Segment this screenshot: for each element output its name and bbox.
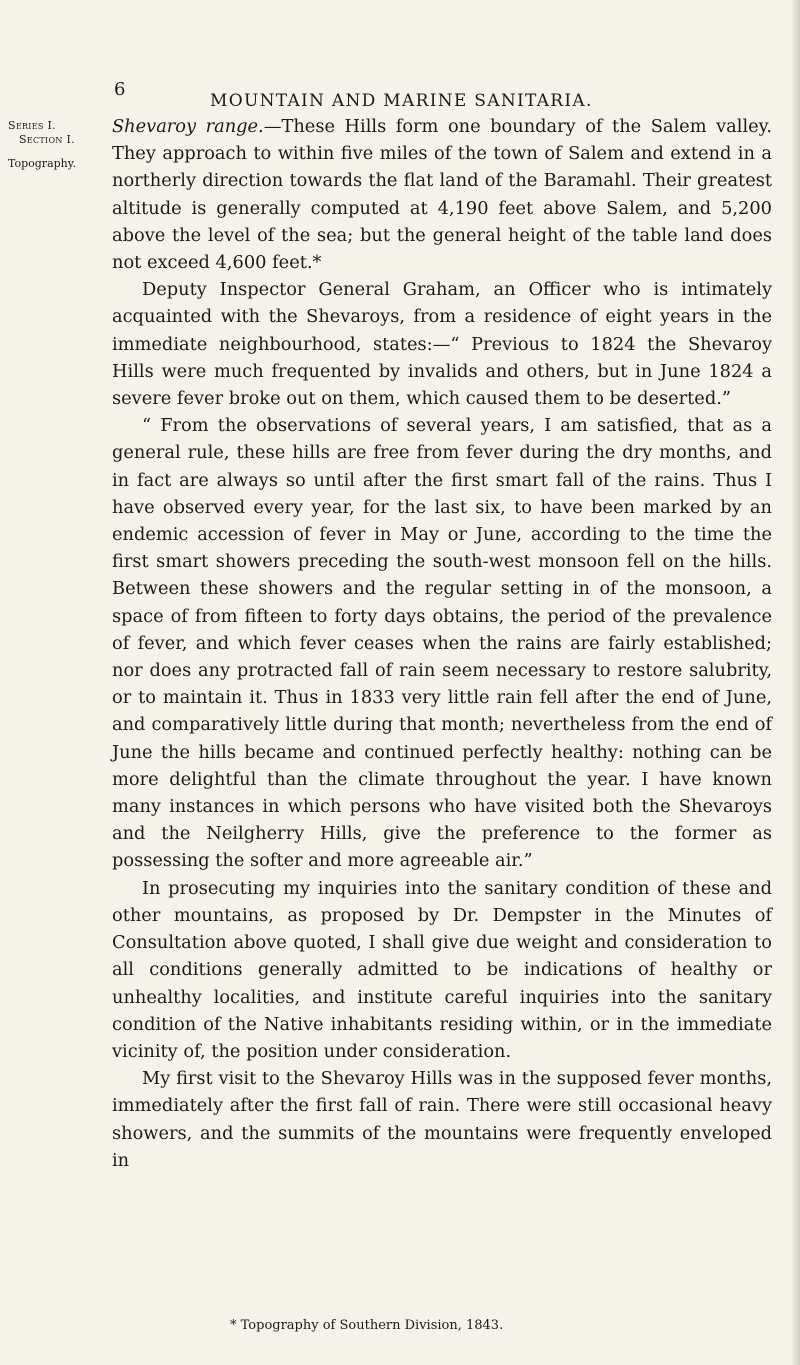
paragraph-lead-heading: Shevaroy range. xyxy=(112,116,264,137)
paragraph-shevaroy-range xyxy=(112,113,772,276)
margin-notes xyxy=(8,119,102,171)
body-text xyxy=(112,113,772,1174)
paragraph-inquiries: In prosecuting my inquiries into the sanitary condition of these and other mountains, as proposed by Dr. Dempster in the Minutes of Consultation above quoted, I shall give due weight and consideration to all conditions generally admitted to be indications of healthy or unhealthy localities, and institute careful inquiries into the sanitary condition of the Native inhabitants residing within, or in the immediate vicinity of, the position under consideration. xyxy=(112,877,772,1062)
footnote: * Topography of Southern Division, 1843. xyxy=(230,1318,504,1333)
paragraph-graham: Deputy Inspector General Graham, an Officer who is intimately acquainted with the Shevaroys, from a residence of eight years in the immediate neighbourhood, states:—“ Previous to 1824 the Shevaroy Hills were much frequented by invalids and others, but in June 1824 a severe fever broke out on them, which caused them to be deserted.” xyxy=(112,279,772,410)
running-head: MOUNTAIN AND MARINE SANITARIA. xyxy=(210,91,593,111)
page-edge-shadow xyxy=(792,0,800,1365)
paragraph-first-visit: My first visit to the Shevaroy Hills was in the supposed fever months, immediately after the first fall of rain. There were still occasional heavy showers, and the summits of the mountains were frequently enveloped in xyxy=(112,1068,772,1171)
margin-section: Section I. xyxy=(19,133,75,146)
paragraph-text: —These Hills form one boundary of the Salem valley. They approach to within five miles of the town of Salem and extend in a northerly direction towards the flat land of the Baramahl. Their greatest altitude is generally computed at 4,190 feet above Salem, and 5,200 above the level of the sea; but the general height of the table land does not exceed 4,600 feet.* xyxy=(112,116,772,274)
margin-series: Series I. xyxy=(8,119,56,132)
margin-topic: Topography. xyxy=(8,157,77,170)
page-number: 6 xyxy=(114,79,126,100)
paragraph-observations: “ From the observations of several years, I am satisfied, that as a general rule, these hills are free from fever during the dry months, and in fact are always so until after the first smart fall of the rains. Thus I have observed every year, for the last six, to have been marked by an endemic accession of fever in May or June, according to the time the first smart showers preceding the south-west monsoon fell on the hills. Between these showers and the regular setting in of the monsoon, a space of from fifteen to forty days obtains, the period of the prevalence of fever, and which fever ceases when the rains are fairly established; nor does any protracted fall of rain seem necessary to restore salubrity, or to maintain it. Thus in 1833 very little rain fell after the end of June, and comparatively little during that month; nevertheless from the end of June the hills became and continued perfectly healthy: nothing can be more delightful than the climate throughout the year. I have known many instances in which persons who have visited both the Shevaroys and the Neilgherry Hills, give the preference to the former as possessing the softer and more agreeable air.” xyxy=(112,415,772,872)
